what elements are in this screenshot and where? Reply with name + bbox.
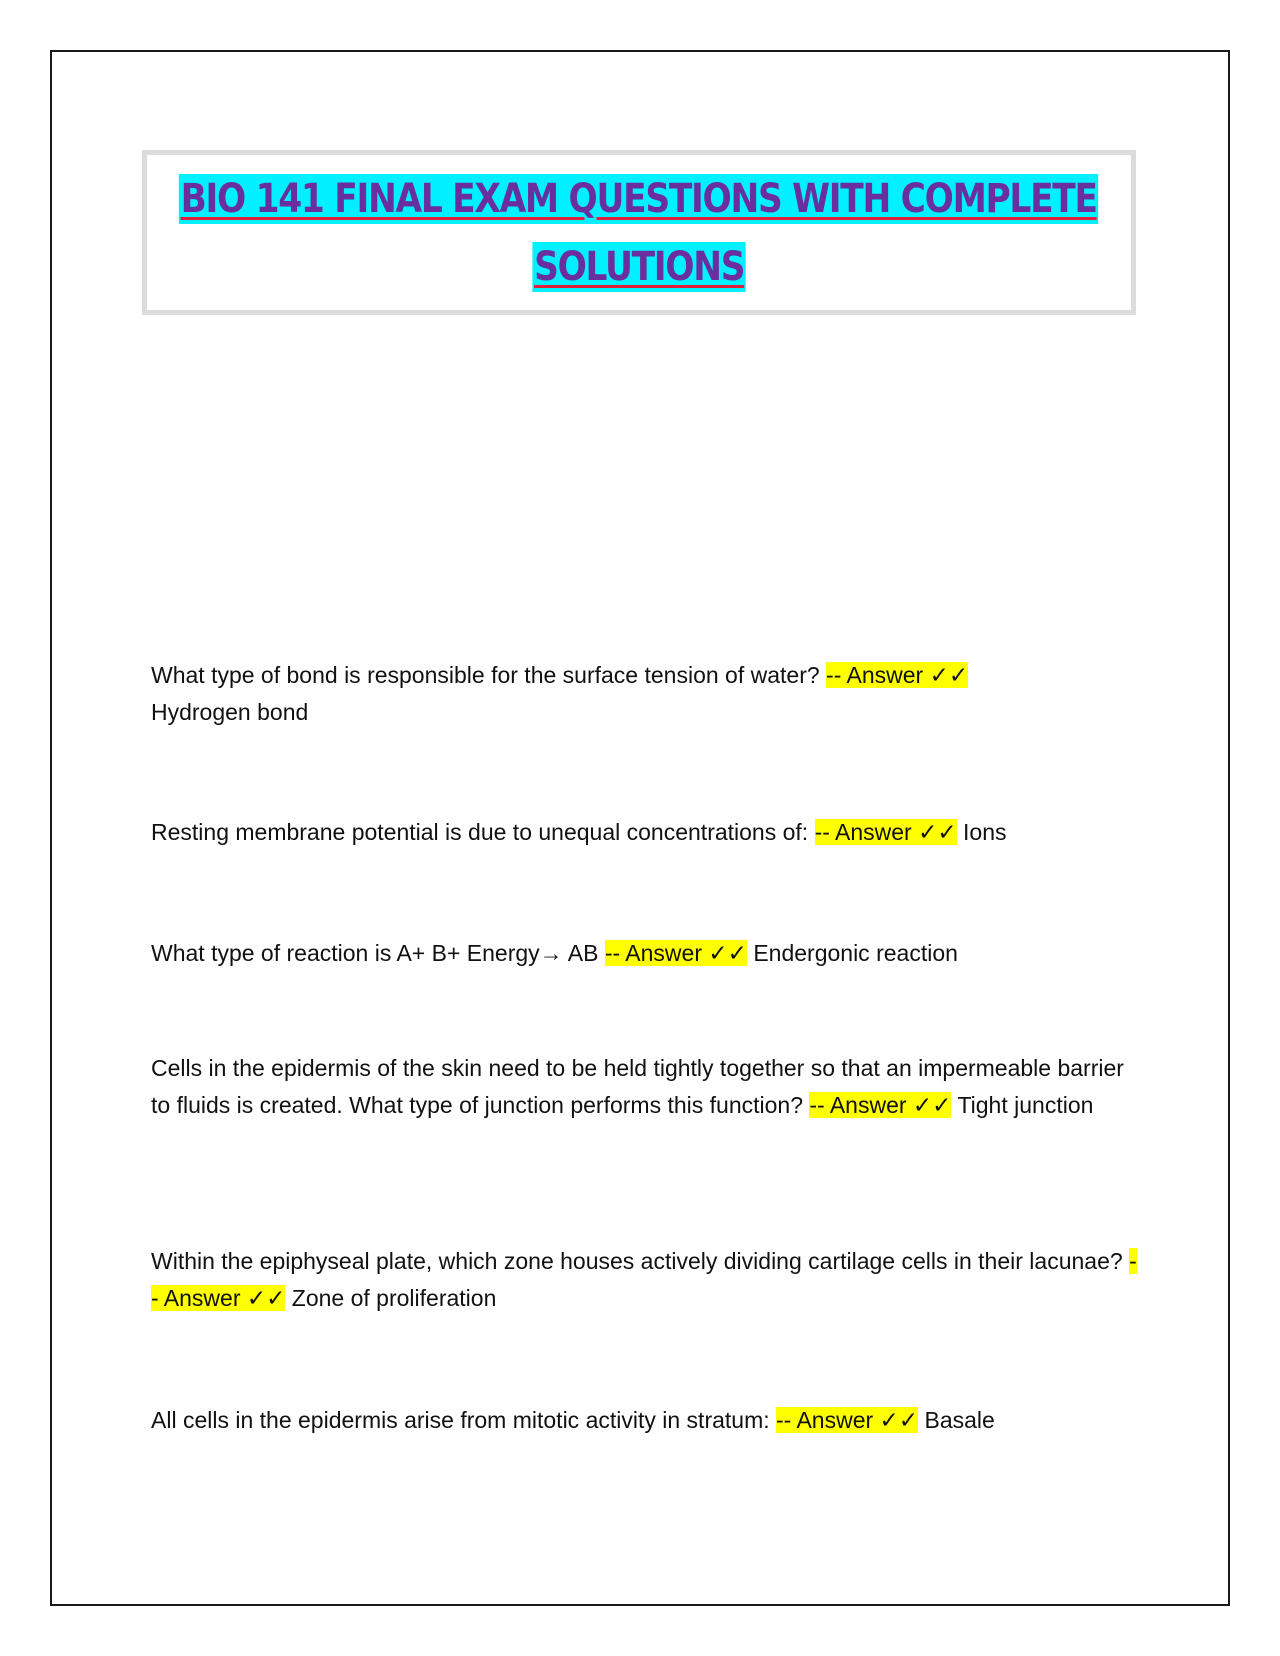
qa-item-5 xyxy=(151,1243,1141,1317)
answer-marker: -- Answer ✓✓ xyxy=(814,819,957,845)
qa-item-4 xyxy=(151,1050,1141,1124)
qa-item-3 xyxy=(151,935,1141,972)
question-text: All cells in the epidermis arise from mitotic activity in stratum: xyxy=(151,1407,770,1433)
answer-marker: -- Answer ✓✓ xyxy=(776,1407,919,1433)
answer-marker: -- Answer ✓✓ xyxy=(151,1248,1137,1311)
document-title-line-1: BIO 141 FINAL EXAM QUESTIONS WITH COMPLETE xyxy=(180,175,1098,222)
question-text: Resting membrane potential is due to unequal concentrations of: xyxy=(151,819,809,845)
answer-text: Endergonic reaction xyxy=(753,940,958,966)
answer-text: Hydrogen bond xyxy=(151,699,309,725)
answer-text: Basale xyxy=(924,1407,995,1433)
answer-text: Tight junction xyxy=(957,1092,1094,1118)
answer-marker: -- Answer ✓✓ xyxy=(809,1092,952,1118)
answer-marker: -- Answer ✓✓ xyxy=(604,940,747,966)
answer-text: Zone of proliferation xyxy=(291,1285,497,1311)
document-title-line-2: SOLUTIONS xyxy=(533,243,745,290)
question-text: What type of bond is responsible for the surface tension of water? xyxy=(151,662,820,688)
answer-marker: -- Answer ✓✓ xyxy=(826,662,969,688)
question-text: Within the epiphyseal plate, which zone houses actively dividing cartilage cells in their lacunae? xyxy=(151,1248,1123,1274)
title-box xyxy=(142,150,1136,315)
qa-item-2 xyxy=(151,814,1141,851)
answer-text: Ions xyxy=(963,819,1007,845)
question-text: Cells in the epidermis of the skin need to be held tightly together so that an impermeable barrier to fluids is created. What type of junction performs this function? xyxy=(151,1055,1124,1118)
question-text: What type of reaction is A+ B+ Energy→ AB xyxy=(151,940,599,966)
qa-item-6 xyxy=(151,1402,1141,1439)
qa-item-1 xyxy=(151,657,1141,731)
